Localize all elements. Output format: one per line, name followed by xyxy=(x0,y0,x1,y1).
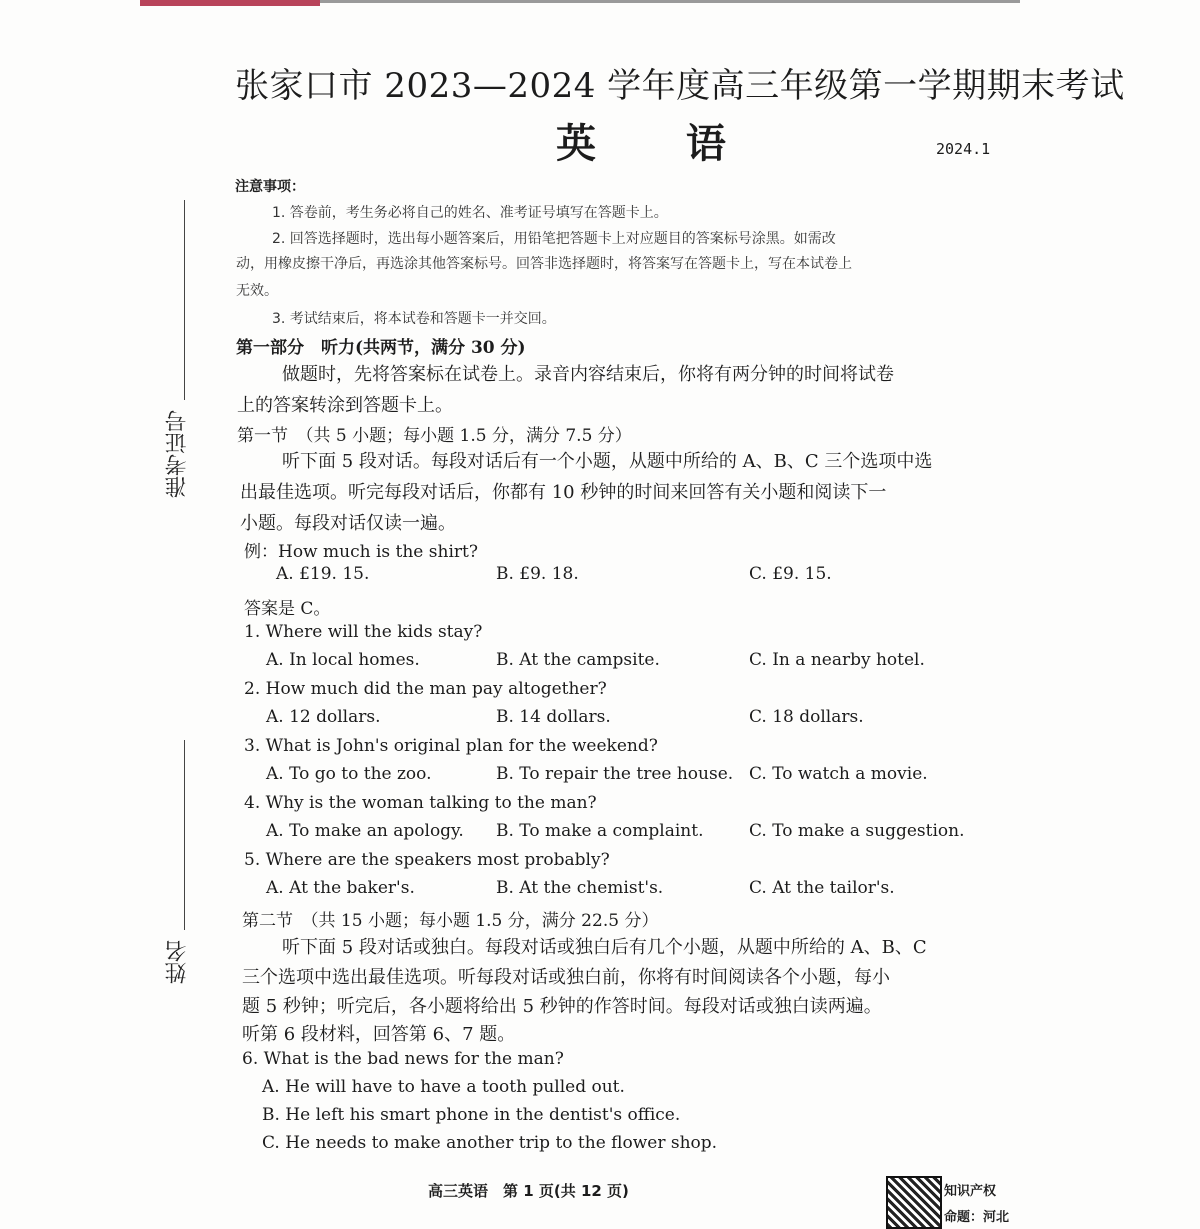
exam-id-line xyxy=(184,200,185,400)
exam-title: 张家口市 2023—2024 学年度高三年级第一学期期末考试 xyxy=(235,66,1125,106)
section1-intro-line: 小题。每段对话仅读一遍。 xyxy=(240,513,456,534)
note-line: 无效。 xyxy=(236,283,278,299)
note-line: 2. 回答选择题时，选出每小题答案后，用铅笔把答题卡上对应题目的答案标号涂黑。如需改 xyxy=(272,231,836,247)
section1-heading: 第一节 （共 5 小题；每小题 1.5 分，满分 7.5 分） xyxy=(237,426,632,446)
exam-id-label: 准考证号 xyxy=(165,410,190,498)
example-answer: 答案是 C。 xyxy=(244,599,331,619)
q1-option-c: C. In a nearby hotel. xyxy=(749,650,925,670)
section1-intro-line: 听下面 5 段对话。每段对话后有一个小题，从题中所给的 A、B、C 三个选项中选 xyxy=(282,451,933,472)
q6-option-b: B. He left his smart phone in the dentist's office. xyxy=(262,1105,681,1125)
q3-option-a: A. To go to the zoo. xyxy=(266,764,432,784)
example-option-b: B. £9. 18. xyxy=(496,564,579,584)
subject-title: 英 语 xyxy=(556,120,764,167)
q2-option-a: A. 12 dollars. xyxy=(266,707,381,727)
q1-option-b: B. At the campsite. xyxy=(496,650,660,670)
question-6: 6. What is the bad news for the man? xyxy=(242,1049,564,1069)
page-footer: 高三英语 第 1 页(共 12 页) xyxy=(428,1182,629,1200)
question-1: 1. Where will the kids stay? xyxy=(244,622,483,642)
q4-option-c: C. To make a suggestion. xyxy=(749,821,965,841)
top-edge-mark xyxy=(140,0,320,6)
note-line: 3. 考试结束后，将本试卷和答题卡一并交回。 xyxy=(272,311,556,327)
question-4: 4. Why is the woman talking to the man? xyxy=(244,793,597,813)
q2-option-b: B. 14 dollars. xyxy=(496,707,611,727)
part1-heading: 第一部分 听力(共两节，满分 30 分) xyxy=(236,338,526,358)
q5-option-a: A. At the baker's. xyxy=(266,878,415,898)
material-instruction: 听第 6 段材料，回答第 6、7 题。 xyxy=(242,1024,516,1045)
q5-option-c: C. At the tailor's. xyxy=(749,878,895,898)
notes-heading: 注意事项： xyxy=(235,179,305,195)
qr-caption-1: 知识产权 xyxy=(944,1184,997,1199)
section2-heading: 第二节 （共 15 小题；每小题 1.5 分，满分 22.5 分） xyxy=(242,911,659,931)
example-option-a: A. £19. 15. xyxy=(276,564,370,584)
qr-code xyxy=(886,1176,942,1229)
note-line: 动，用橡皮擦干净后，再选涂其他答案标号。回答非选择题时，将答案写在答题卡上，写在本试卷上 xyxy=(236,256,852,272)
q4-option-a: A. To make an apology. xyxy=(266,821,464,841)
question-5: 5. Where are the speakers most probably? xyxy=(244,850,610,870)
qr-caption-2: 命题：河北 xyxy=(944,1210,1010,1225)
q5-option-b: B. At the chemist's. xyxy=(496,878,664,898)
q3-option-b: B. To repair the tree house. xyxy=(496,764,734,784)
part1-intro-line: 上的答案转涂到答题卡上。 xyxy=(237,395,453,416)
q1-option-a: A. In local homes. xyxy=(266,650,420,670)
name-line xyxy=(184,740,185,930)
q6-option-a: A. He will have to have a tooth pulled out. xyxy=(262,1077,625,1097)
top-edge-line xyxy=(320,0,1020,3)
section2-intro-line: 题 5 秒钟；听完后，各小题将给出 5 秒钟的作答时间。每段对话或独白读两遍。 xyxy=(242,996,882,1017)
q3-option-c: C. To watch a movie. xyxy=(749,764,928,784)
q6-option-c: C. He needs to make another trip to the flower shop. xyxy=(262,1133,718,1153)
example-option-c: C. £9. 15. xyxy=(749,564,832,584)
name-label: 姓名 xyxy=(165,940,190,984)
q2-option-c: C. 18 dollars. xyxy=(749,707,864,727)
part1-intro-line: 做题时，先将答案标在试卷上。录音内容结束后，你将有两分钟的时间将试卷 xyxy=(282,364,894,385)
note-line: 1. 答卷前，考生务必将自己的姓名、准考证号填写在答题卡上。 xyxy=(272,205,668,221)
section2-intro-line: 听下面 5 段对话或独白。每段对话或独白后有几个小题，从题中所给的 A、B、C xyxy=(282,937,927,958)
question-2: 2. How much did the man pay altogether? xyxy=(244,679,607,699)
section2-intro-line: 三个选项中选出最佳选项。听每段对话或独白前，你将有时间阅读各个小题，每小 xyxy=(242,967,890,988)
example-question: 例：How much is the shirt? xyxy=(244,542,478,562)
q4-option-b: B. To make a complaint. xyxy=(496,821,704,841)
section1-intro-line: 出最佳选项。听完每段对话后，你都有 10 秒钟的时间来回答有关小题和阅读下一 xyxy=(240,482,887,503)
question-3: 3. What is John's original plan for the weekend? xyxy=(244,736,658,756)
exam-date: 2024.1 xyxy=(936,140,991,158)
